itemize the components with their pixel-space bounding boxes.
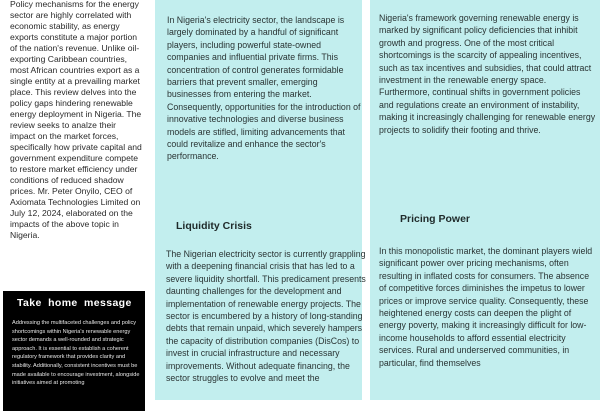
intro-text: Policy mechanisms for the energy sector are highly correlated with economic stability, as energy exports constitute a major portion of the nation's revenue. Unlike oil-exporting Caribbean countries, most African countries export as a single entity at a prevailing market place. This review delves into the policy gaps hindering renewable energy deployment in Nigeria. The review seeks to analze their impact on the market forces, specifically how private capital and government expenditure compete to restore market efficiency under conditions of reduced shadow prices. Mr. Peter Onyilo, CEO of Axiomata Technologies Limited on July 12, 2024, elaborated on the impacts of the above topic in Nigeria. (10, 0, 142, 240)
pricing-power-paragraph: In this monopolistic market, the dominant players wield significant power over pricing mechanisms, often resulting in inflated costs for consumers. The absence of competitive forces diminishes the impetus to lower prices or improve service quality. Consequently, these heightened energy costs can deepen the plight of energy poverty, making it increasingly difficult for low-income households to afford essential electricity services. Rural and underserved communities, in particular, find themselves (379, 246, 593, 368)
market-dominance-paragraph: In Nigeria's electricity sector, the landscape is largely dominated by a handful of significant players, including powerful state-owned companies and influential private firms. This concentration of control generates formidable barriers that prevent smaller, emerging businesses from entering the market. Consequently, opportunities for the introduction of innovative technologies and diverse business models are stifled, limiting advancements that could revitalize and enhance the sector's performance. (167, 15, 361, 162)
middle-panel (155, 0, 366, 400)
liquidity-crisis-paragraph: The Nigerian electricity sector is currently grappling with a deepening financial crisis that has led to a severe liquidity shortfall. This predicament presents daunting challenges for the development and implementation of renewable energy projects. The sector is encumbered by a history of long-standing debts that remain unpaid, which severely hampers the capacity of distribution companies (DisCos) to invest in crucial infrastructure and necessary improvements. Without adequate financing, the sector struggles to evolve and meet the (166, 249, 366, 384)
take-home-body: Addressing the multifaceted challenges and policy shortcomings within Nigeria's renewable energy sector demands a well-rounded and strategic approach. It is essential to establish a coherent regulatory framework that provides clarity and stability. Additionally, consistent incentives must be made available to encourage investment, alongside initiatives aimed at promoting (12, 320, 140, 387)
take-home-title: Take home message (17, 297, 132, 309)
liquidity-crisis-heading: Liquidity Crisis (176, 220, 252, 232)
pricing-power-heading: Pricing Power (400, 213, 471, 225)
take-home-box (3, 291, 145, 411)
left-column (0, 0, 150, 400)
policy-framework-paragraph: Nigeria's framework governing renewable energy is marked by significant policy deficiencies that inhibit growth and progress. One of the most critical shortcomings is the scarcity of appealing incentives, such as tax incentives and subsidies, that could attract investment in the renewable energy space. Furthermore, continual shifts in government policies and regulations create an environment of instability, making it increasingly challenging for renewable energy projects to solidify their footing and thrive. (379, 13, 596, 135)
right-panel (370, 0, 600, 400)
